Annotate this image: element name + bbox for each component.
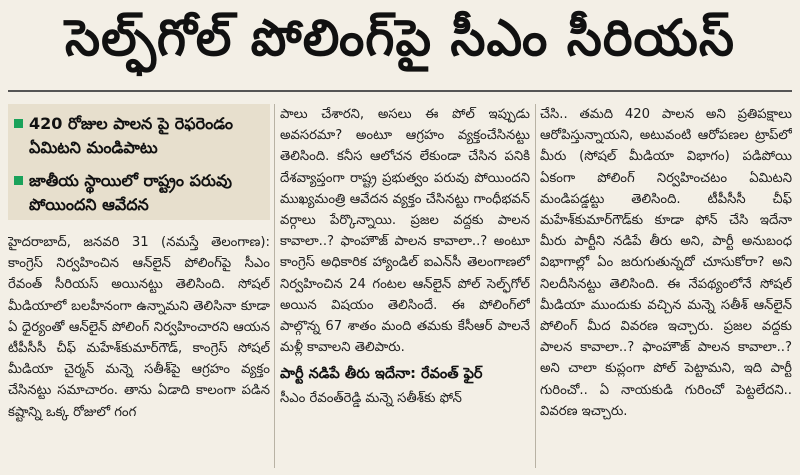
article-column-1 — [8, 232, 270, 468]
article-paragraph: హైదరాబాద్, జనవరి 31 (నమస్తే తెలంగాణ): కాంగ్రెస్ నిర్వహించిన ఆన్‌లైన్ పోలింగ్‌పై సీఎం రేవంత్ సీరియస్ అయినట్టు తెలిసింది. సోషల్ మీడియాలో బలహీనంగా ఉన్నామని తెలిసినా కూడా ఏ ధైర్యంతో ఆన్‌లైన్ పోలింగ్ నిర్వహించారని ఆయన టీపీసీసీ చీఫ్ మహేశ్‌కుమార్‌గౌడ్, కాంగ్రెస్ సోషల్ మీడియా చైర్మన్ మన్నె సతీశ్‌పై ఆగ్రహం వ్యక్తం చేసినట్టు సమాచారం. తాను ఏడాది కాలంగా పడిన కష్టాన్ని ఒక్క రోజులో గంగ — [8, 235, 270, 420]
bullet-square-icon — [14, 119, 23, 128]
highlights-box — [8, 104, 270, 220]
article-column-3 — [540, 104, 792, 469]
article-paragraph: చేసి.. తమది 420 పాలన అని ప్రతిపక్షాలు ఆరోపిస్తున్నాయని, అటువంటి ఆరోపణల ట్రాప్‌లో మీరు (సోషల్ మీడియా విభాగం) పడిపోయి ఏకంగా పోలింగ్ నిర్వహించటం ఏమిటని మండిపడ్డట్టు తెలిసింది. టీపీసీసీ చీఫ్ మహేశ్‌కుమార్‌గౌడ్‌కు కూడా ఫోన్ చేసి ఇదేనా మీరు పార్టీని నడిపే తీరు అని, పార్టీ అనుబంధ విభాగాల్లో ఏం జరుగుతున్నదో చూసుకోరా? అని నిలదీసినట్టు తెలిసింది. ఈ నేపథ్యంలోనే సోషల్ మీడియా ముందుకు వచ్చిన మన్నె సతీశ్ ఆన్‌లైన్ పోలింగ్ మీద వివరణ ఇచ్చారు. ప్రజల వద్దకు పాలన కావాలా..? ఫాంహౌజ్ పాలన కావాలా..? అని చాలా కుప్లంగా పోల్ పెట్టామని, ఇది పార్టీ గురించో.. ఏ నాయకుడి గురించో పెట్టలేదని.. వివరణ ఇచ్చారు. — [540, 107, 792, 419]
highlight-text: 420 రోజుల పాలన పై రెఫరెండం ఏమిటని మండిపాటు — [29, 114, 233, 157]
article-paragraph: సీఎం రేవంత్‌రెడ్డి మన్నె సతీశ్‌కు ఫోన్ — [280, 391, 462, 407]
headline: సెల్ఫ్‌గోల్ పోలింగ్‌పై సీఎం సీరియస్ — [65, 8, 735, 67]
subheading: పార్టీ నడిపే తీరు ఇదేనా: రేవంత్ ఫైర్ — [280, 366, 483, 383]
bullet-square-icon — [14, 176, 23, 185]
article-paragraph: పాలు చేశారని, అసలు ఈ పోల్ ఇప్పుడు అవసరమా? అంటూ ఆగ్రహం వ్యక్తంచేసినట్టు తెలిసింది. కనీస ఆలోచన లేకుండా చేసిన పనికి దేశవ్యాప్తంగా రాష్ట్ర ప్రభుత్వం పరువు పోయిందని ముఖ్యమంత్రి ఆవేదన వ్యక్తం చేసినట్టు గాంధీభవన్ వర్గాలు పేర్కొన్నాయి. ప్రజల వద్దకు పాలన కావాలా..? ఫాంహౌజ్ పాలన కావాలా..? అంటూ కాంగ్రెస్ అధికారిక హ్యాండిల్ ఐఎన్‌సీ తెలంగాణలో నిర్వహించిన 24 గంటల ఆన్‌లైన్ పోల్ సెల్ఫ్‌గోల్ అయిన విషయం తెలిసిందే. ఈ పోలింగ్‌లో పాల్గొన్న 67 శాతం మంది తమకు కేసీఆర్ పాలనే మళ్లీ కావాలని తెలిపారు. — [280, 107, 530, 356]
column-divider — [274, 104, 275, 468]
highlight-item — [14, 112, 264, 160]
article-column-2 — [280, 104, 530, 469]
headline-rule — [8, 90, 792, 92]
column-divider — [535, 104, 536, 468]
highlight-text: జాతీయ స్థాయిలో రాష్ట్రం పరువు పోయిందని ఆవేదన — [29, 171, 232, 214]
highlight-item — [14, 169, 264, 217]
